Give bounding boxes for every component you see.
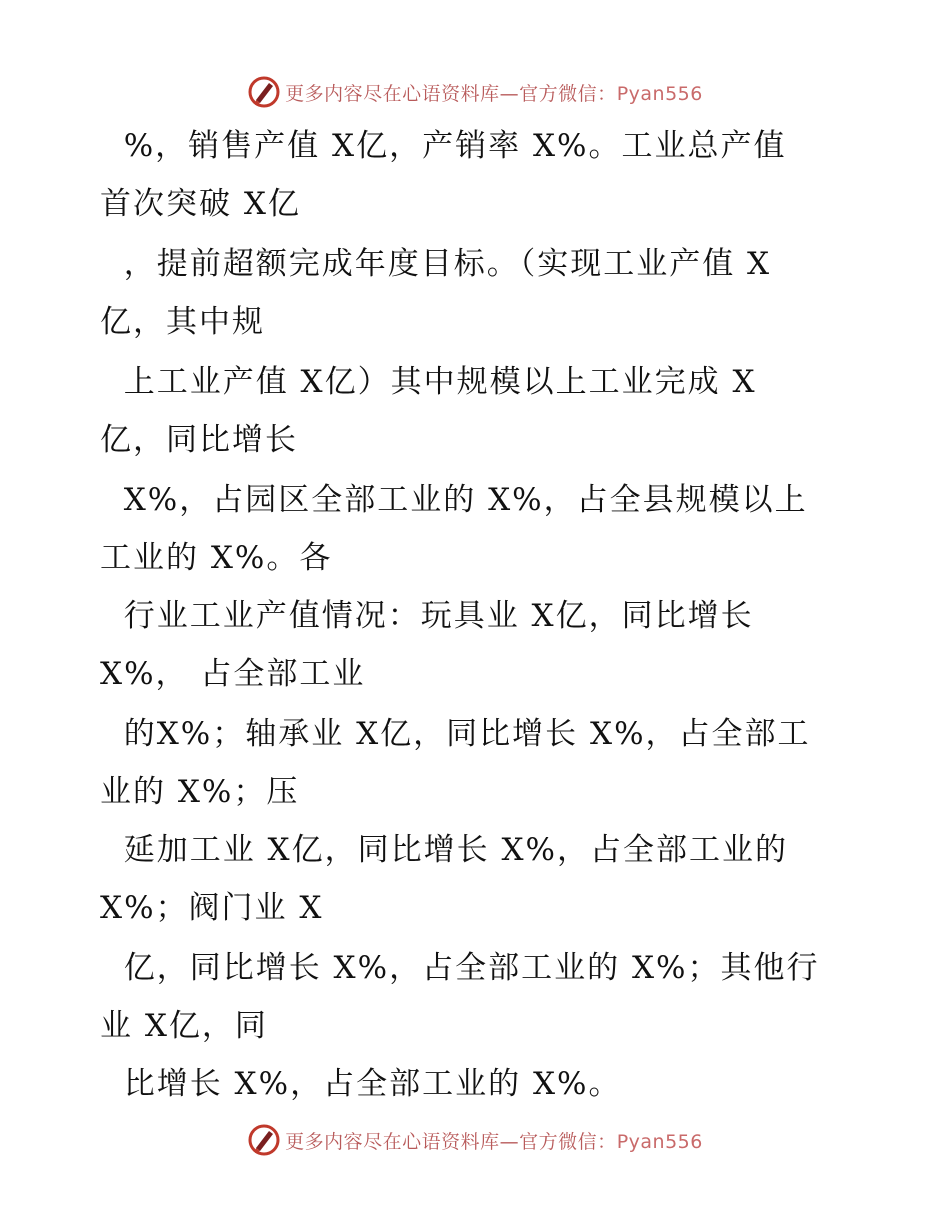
body-line-16: 业 X亿，同 [100, 1008, 268, 1044]
banner-account-id: Pyan556 [616, 1130, 703, 1153]
banner-text [285, 1127, 703, 1154]
body-line-10: X%， 占全部工业 [100, 656, 366, 692]
body-line-6: 亿，同比增长 [100, 422, 298, 458]
footer-banner [0, 1120, 950, 1160]
banner-text [285, 79, 703, 106]
body-line-2: 首次突破 X亿 [100, 186, 301, 222]
body-line-9: 行业工业产值情况：玩具业 X亿，同比增长 [100, 598, 754, 634]
banner-slogan: 更多内容尽在心语资料库 [285, 82, 500, 105]
banner-dash: — [499, 1130, 520, 1153]
header-banner [0, 72, 950, 112]
body-line-8: 工业的 X%。各 [100, 540, 333, 576]
body-line-5: 上工业产值 X亿）其中规模以上工业完成 X [100, 364, 757, 400]
body-line-11: 的X%；轴承业 X亿，同比增长 X%，占全部工 [100, 716, 811, 752]
body-line-12: 业的 X%；压 [100, 774, 300, 810]
body-line-15: 亿，同比增长 X%，占全部工业的 X%；其他行 [100, 950, 820, 986]
body-line-14: X%；阀门业 X [100, 890, 324, 926]
pen-logo-icon [247, 1123, 281, 1157]
banner-dash: — [499, 82, 520, 105]
banner-slogan: 更多内容尽在心语资料库 [285, 1130, 500, 1153]
body-line-17: 比增长 X%，占全部工业的 X%。 [100, 1066, 622, 1102]
body-line-1: %，销售产值 X亿，产销率 X%。工业总产值 [100, 128, 787, 164]
banner-account-label: 官方微信： [519, 82, 617, 105]
body-line-3: ，提前超额完成年度目标。（实现工业产值 X [100, 246, 772, 282]
body-line-4: 亿，其中规 [100, 304, 265, 340]
body-line-7: X%，占园区全部工业的 X%，占全县规模以上 [100, 482, 808, 518]
banner-account-id: Pyan556 [616, 82, 703, 105]
body-line-13: 延加工业 X亿，同比增长 X%，占全部工业的 [100, 832, 789, 868]
pen-logo-icon [247, 75, 281, 109]
banner-account-label: 官方微信： [519, 1130, 617, 1153]
